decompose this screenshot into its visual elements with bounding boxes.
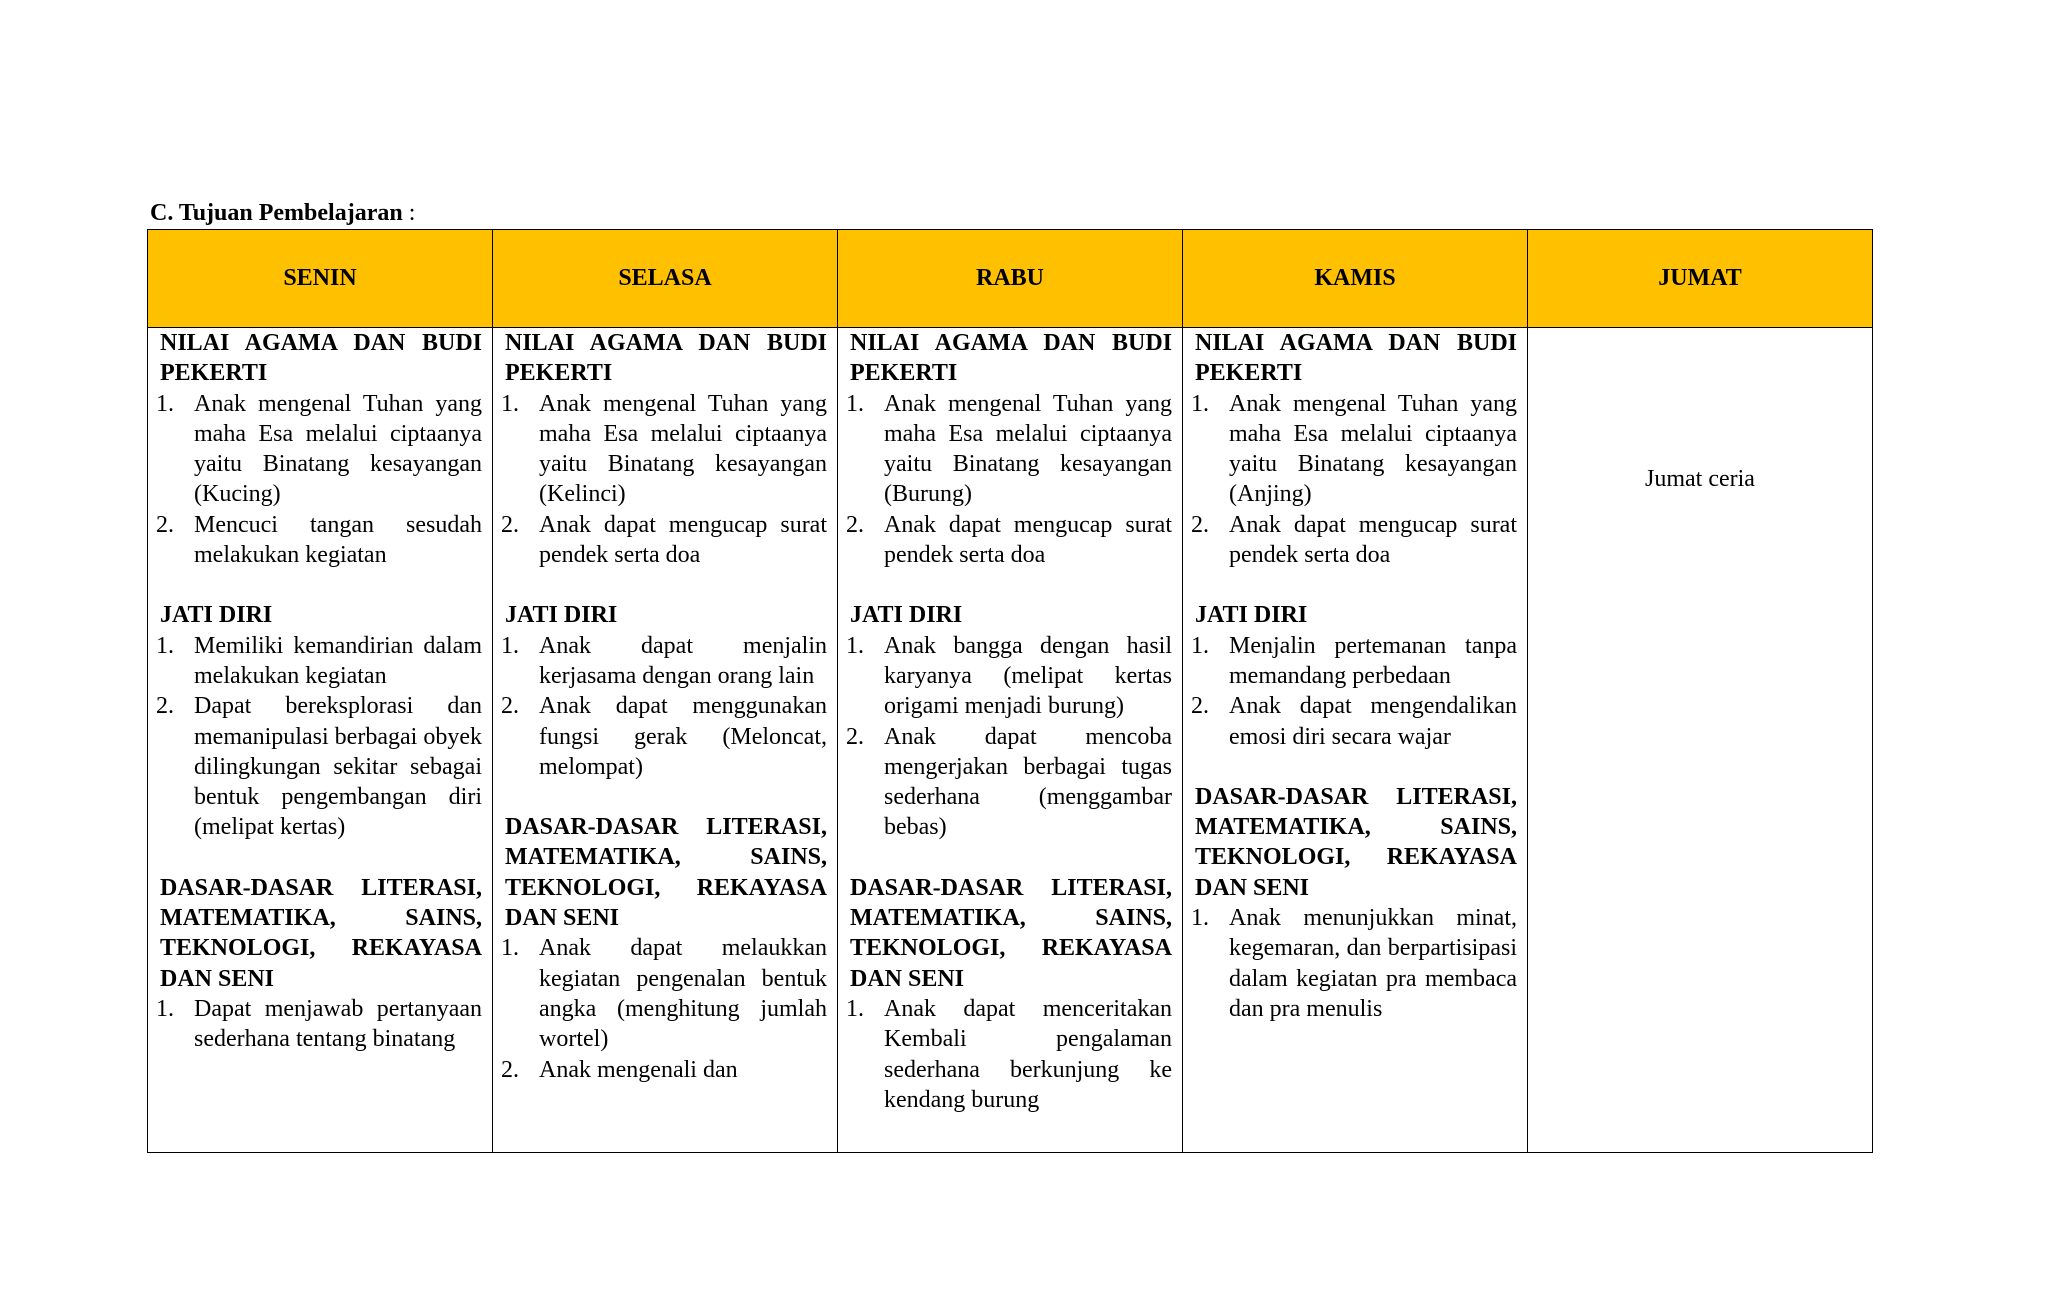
list-item (501, 1055, 827, 1085)
list-item-text: Anak mengenal Tuhan yang maha Esa melalui ciptaanya yaitu Binatang kesayangan (Burung) (884, 390, 1172, 508)
list-item-text: Menjalin pertemanan tanpa memandang perbedaan (1229, 632, 1517, 689)
day-cell-rabu (838, 328, 1183, 1153)
day-cell-content (493, 328, 837, 1085)
day-cell-selasa (493, 328, 838, 1153)
objective-list (156, 631, 482, 843)
list-item (1191, 389, 1517, 510)
list-item (501, 389, 827, 510)
objective-group-heading: JATI DIRI (1195, 602, 1308, 629)
objective-list (846, 389, 1172, 571)
objective-group (156, 873, 482, 1055)
list-item (501, 510, 827, 571)
day-header-selasa: SELASA (493, 230, 838, 328)
list-item (1191, 631, 1517, 692)
list-item (1191, 510, 1517, 571)
objective-list (501, 389, 827, 571)
objective-group (846, 873, 1172, 1115)
list-item-text: Dapat bereksplorasi dan memanipulasi berbagai obyek dilingkungan sekitar sebagai bentuk pengembangan diri (melipat kertas) (194, 693, 482, 841)
objective-group (1191, 600, 1517, 751)
list-item (156, 389, 482, 510)
list-item (501, 933, 827, 1054)
list-item (1191, 691, 1517, 752)
objective-group-heading: DASAR-DASAR LITERASI, MATEMATIKA, SAINS, TEKNOLOGI, REKAYASA DAN SENI (1195, 783, 1517, 901)
list-item-text: Anak bangga dengan hasil karyanya (melipat kertas origami menjadi burung) (884, 632, 1172, 720)
list-item-number: 2. (846, 723, 864, 750)
objective-group-heading: DASAR-DASAR LITERASI, MATEMATIKA, SAINS, TEKNOLOGI, REKAYASA DAN SENI (160, 874, 482, 992)
list-item (156, 691, 482, 842)
list-item-text: Anak mengenal Tuhan yang maha Esa melalui ciptaanya yaitu Binatang kesayangan (Kucing) (194, 390, 482, 508)
objective-group (501, 600, 827, 782)
objective-list (1191, 631, 1517, 752)
day-cell-content (838, 328, 1182, 1115)
day-cell-jumat (1528, 328, 1873, 1153)
list-item-text: Anak mengenal Tuhan yang maha Esa melalui ciptaanya yaitu Binatang kesayangan (Anjing) (1229, 390, 1517, 508)
list-item-number: 2. (156, 693, 174, 720)
day-header-jumat: JUMAT (1528, 230, 1873, 328)
list-item-number: 2. (501, 693, 519, 720)
jumat-ceria-text: Jumat ceria (1645, 466, 1755, 492)
section-title-text: C. Tujuan Pembelajaran (150, 200, 403, 226)
list-item-text: Anak dapat menjalin kerjasama dengan orang lain (539, 632, 827, 689)
objective-group-heading: NILAI AGAMA DAN BUDI PEKERTI (505, 330, 827, 387)
list-item (846, 722, 1172, 843)
list-item-number: 1. (846, 632, 864, 659)
objective-group-heading: NILAI AGAMA DAN BUDI PEKERTI (160, 330, 482, 387)
day-cell-senin (148, 328, 493, 1153)
list-item (846, 631, 1172, 722)
list-item (846, 994, 1172, 1115)
list-item-text: Anak dapat mengucap surat pendek serta doa (539, 511, 827, 569)
objective-group (501, 812, 827, 1085)
list-item (156, 994, 482, 1055)
section-title-colon: : (402, 200, 416, 226)
list-item-number: 1. (846, 390, 864, 417)
objective-group-heading: JATI DIRI (850, 602, 963, 629)
list-item-text: Anak mengenal Tuhan yang maha Esa melalui ciptaanya yaitu Binatang kesayangan (Kelinci) (539, 390, 827, 508)
objective-list (501, 933, 827, 1084)
objective-group-heading: NILAI AGAMA DAN BUDI PEKERTI (850, 330, 1172, 387)
list-item-text: Anak mengenali dan (539, 1056, 738, 1083)
objective-group (501, 328, 827, 570)
list-item-number: 2. (156, 511, 174, 538)
list-item-number: 1. (501, 632, 519, 659)
day-header-senin: SENIN (148, 230, 493, 328)
list-item-number: 1. (156, 632, 174, 659)
objective-group (156, 600, 482, 842)
list-item-text: Anak dapat mengendalikan emosi diri secara wajar (1229, 693, 1517, 750)
learning-objectives-table (147, 229, 1873, 1153)
list-item-text: Anak dapat menggunakan fungsi gerak (Meloncat, melompat) (539, 693, 827, 780)
day-header-row (148, 230, 1873, 328)
list-item-number: 1. (156, 390, 174, 417)
objective-group (846, 328, 1172, 570)
list-item-text: Anak dapat melaukkan kegiatan pengenalan bentuk angka (menghitung jumlah wortel) (539, 935, 827, 1053)
list-item-number: 1. (846, 995, 864, 1022)
day-header-kamis: KAMIS (1183, 230, 1528, 328)
list-item-text: Memiliki kemandirian dalam melakukan kegiatan (194, 632, 482, 689)
list-item (1191, 903, 1517, 1024)
list-item-number: 2. (501, 511, 519, 538)
objective-list (846, 994, 1172, 1115)
objective-group-heading: DASAR-DASAR LITERASI, MATEMATIKA, SAINS, TEKNOLOGI, REKAYASA DAN SENI (850, 874, 1172, 992)
list-item (501, 631, 827, 692)
list-item (501, 691, 827, 782)
list-item-text: Mencuci tangan sesudah melakukan kegiatan (194, 511, 482, 569)
list-item-text: Anak dapat mengucap surat pendek serta doa (1229, 511, 1517, 569)
objective-group-heading: NILAI AGAMA DAN BUDI PEKERTI (1195, 330, 1517, 387)
objective-group-heading: DASAR-DASAR LITERASI, MATEMATIKA, SAINS, TEKNOLOGI, REKAYASA DAN SENI (505, 814, 827, 932)
objective-group (156, 328, 482, 570)
list-item-text: Anak menunjukkan minat, kegemaran, dan berpartisipasi dalam kegiatan pra membaca dan pra menulis (1229, 905, 1517, 1022)
list-item (846, 389, 1172, 510)
day-header-rabu: RABU (838, 230, 1183, 328)
list-item-text: Dapat menjawab pertanyaan sederhana tentang binatang (194, 995, 482, 1053)
objective-group-heading: JATI DIRI (505, 602, 618, 629)
day-cell-kamis (1183, 328, 1528, 1153)
list-item-number: 2. (1191, 693, 1209, 720)
objective-list (156, 994, 482, 1055)
list-item-number: 2. (1191, 511, 1209, 538)
list-item (156, 510, 482, 571)
day-cell-content (1183, 328, 1527, 1024)
objective-group (1191, 328, 1517, 570)
objective-list (1191, 389, 1517, 571)
list-item-text: Anak dapat mengucap surat pendek serta doa (884, 511, 1172, 569)
list-item-number: 2. (501, 1056, 519, 1083)
list-item-number: 2. (846, 511, 864, 538)
objective-list (501, 631, 827, 782)
objective-group (1191, 782, 1517, 1024)
list-item-text: Anak dapat mencoba mengerjakan berbagai tugas sederhana (menggambar bebas) (884, 723, 1172, 841)
list-item-number: 1. (501, 390, 519, 417)
list-item-number: 1. (1191, 390, 1209, 417)
list-item-number: 1. (156, 995, 174, 1022)
list-item (156, 631, 482, 692)
objective-list (846, 631, 1172, 843)
list-item (846, 510, 1172, 571)
day-cell-content (148, 328, 492, 1055)
section-title (150, 198, 415, 228)
objective-group-heading: JATI DIRI (160, 602, 273, 629)
list-item-number: 1. (1191, 632, 1209, 659)
list-item-text: Anak dapat menceritakan Kembali pengalaman sederhana berkunjung ke kendang burung (884, 995, 1172, 1113)
list-item-number: 1. (501, 935, 519, 962)
objective-group (846, 600, 1172, 842)
objective-list (156, 389, 482, 571)
objective-list (1191, 903, 1517, 1024)
list-item-number: 1. (1191, 905, 1209, 932)
objectives-row (148, 328, 1873, 1153)
